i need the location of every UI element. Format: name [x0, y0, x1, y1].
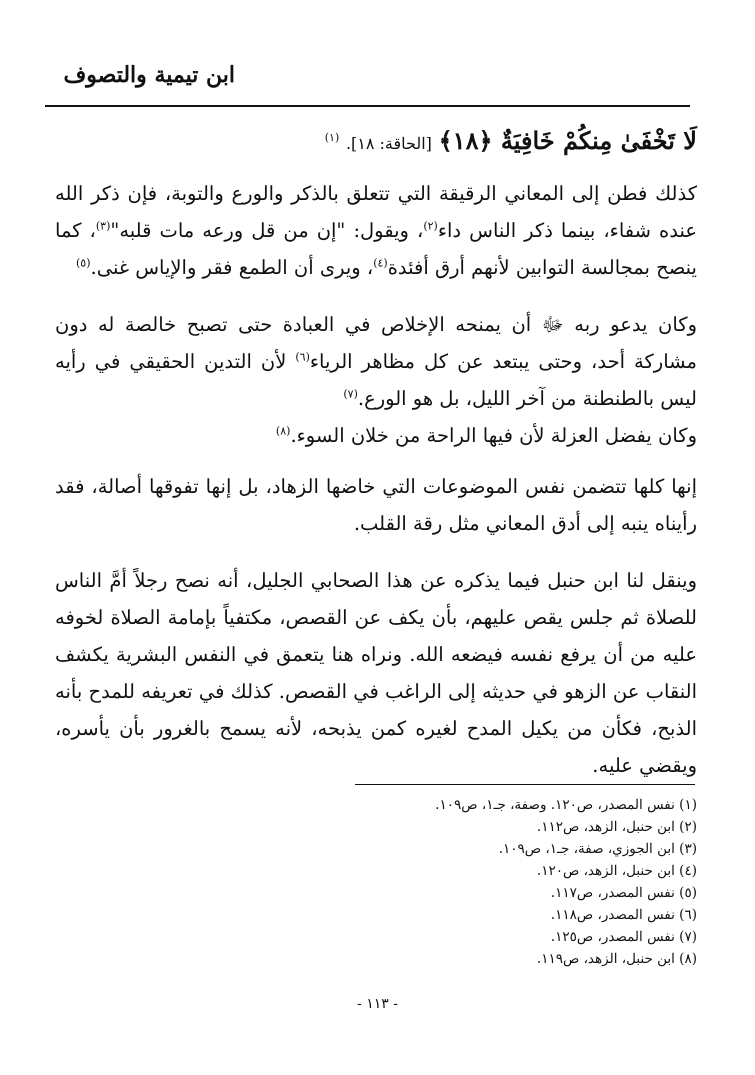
paragraph-sincerity — [55, 306, 697, 417]
quran-reference: [الحاقة: ١٨]. — [345, 134, 432, 153]
footnote-separator — [355, 784, 695, 785]
quran-verse: لَا تَخْفَىٰ مِنكُمْ خَافِيَةٌ ﴿١٨﴾ — [438, 126, 697, 155]
paragraph-text: ، ويقول: "إن من قل ورعه مات قلبه" — [110, 219, 424, 242]
paragraph-ibn-hanbal: وينقل لنا ابن حنبل فيما يذكره عن هذا الصحابي الجليل، أنه نصح رجلاً أمَّ الناس للصلاة ثم جلس يقص عليهم، بأن يكف عن القصص، مكتفياً بإمامة الصلاة لخوفه عليه من أن يرفع نفسه فيضعه الله. ونراه هنا يتعمق في النفس البشرية يكشف النقاب عن الزهو في حديثه إلى الراغب في القصص. كذلك في تعريفه للمدح بأنه الذبح، فكأن من يكيل المدح لغيره كمن يذبحه، لأنه يسمح بالغرور بأن يأسره، ويقضي عليه. — [55, 569, 697, 777]
footnote-mark: (٧) — [343, 387, 358, 401]
footnote-mark: (٣) — [95, 219, 111, 233]
footnote-mark: (٤) — [373, 256, 388, 270]
running-header-title: ابن تيمية والتصوف — [63, 62, 235, 88]
footnotes-list — [355, 794, 697, 970]
paragraph-text: كذلك فطن إلى المعاني الرقيقة التي تتعلق بالذكر والورع والتوبة، فإن ذكر الله عنده شفاء، بينما ذكر الناس داء — [55, 182, 698, 242]
footnote-item: (٥) نفس المصدر، ص١١٧. — [550, 885, 697, 901]
paragraph-text: ، كما ينصح بمجالسة التوابين لأنهم أرق أفئدة — [55, 219, 697, 279]
footnote-item: (١) نفس المصدر، ص١٢٠. وصفة، جـ١، ص١٠٩. — [435, 797, 697, 813]
footnote-mark: (٦) — [295, 350, 310, 364]
paragraph-text: وكان يدعو ربه ﷻ أن يمنحه الإخلاص في العبادة حتى تصبح خالصة له دون مشاركة أحد، وحتى يبتعد عن كل مظاهر الرياء — [55, 313, 697, 373]
footnote-item: (٦) نفس المصدر، ص١١٨. — [550, 907, 697, 923]
paragraph-solitude — [55, 417, 697, 454]
paragraph-text: لأن التدين الحقيقي في رأيه ليس بالطنطنة من آخر الليل، بل هو الورع. — [55, 350, 697, 410]
footnote-mark: (١) — [324, 131, 340, 144]
footnote-mark: (٨) — [275, 424, 291, 438]
footnote-item: (٨) ابن حنبل، الزهد، ص١١٩. — [536, 951, 697, 967]
footnote-item: (٤) ابن حنبل، الزهد، ص١٢٠. — [536, 863, 697, 879]
paragraph-text: ، ويرى أن الطمع فقر والإياس غنى. — [90, 256, 374, 279]
quran-quote — [55, 122, 697, 163]
footnote-mark: (٢) — [423, 219, 438, 233]
paragraph-text: وكان يفضل العزلة لأن فيها الراحة من خلان السوء. — [290, 424, 697, 447]
footnote-mark: (٥) — [75, 256, 91, 270]
paragraph-remembrance — [55, 175, 697, 286]
footnote-item: (٣) ابن الجوزي، صفة، جـ١، ص١٠٩. — [498, 841, 697, 857]
main-text — [55, 122, 697, 804]
paragraph-topics: إنها كلها تتضمن نفس الموضوعات التي خاضها الزهاد، بل إنها تفوقها أصالة، فقد رأيناه ينبه إلى أدق المعاني مثل رقة القلب. — [55, 475, 697, 535]
footnote-item: (٧) نفس المصدر، ص١٢٥. — [550, 929, 697, 945]
footnote-item: (٢) ابن حنبل، الزهد، ص١١٢. — [536, 819, 697, 835]
page-number: - ١١٣ - — [357, 996, 398, 1012]
header-rule — [45, 105, 690, 107]
